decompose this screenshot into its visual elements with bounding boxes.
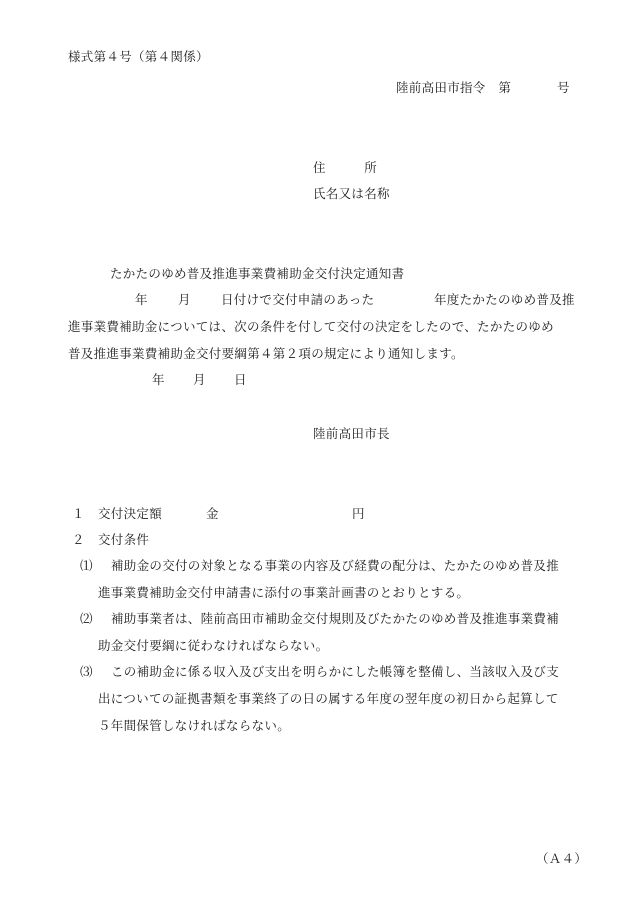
date-day: 日 xyxy=(234,372,247,387)
directive-number-suffix: 号 xyxy=(557,80,570,95)
condition-3-line-1: この補助金に係る収入及び支出を明らかにした帳簿を整備し、当該収入及び支 xyxy=(111,664,560,679)
date-year: 年 xyxy=(152,372,165,387)
paper-size-label: （Ａ４） xyxy=(536,851,588,866)
item-1-label: 交付決定額 xyxy=(98,506,163,521)
condition-2-number: ⑵ xyxy=(80,611,93,626)
condition-3-line-2: 出についての証拠書類を事業終了の日の属する年度の翌年度の初日から起算して xyxy=(98,691,559,706)
address-label: 住 所 xyxy=(313,160,378,175)
item-2-number: ２ xyxy=(72,532,85,547)
body-year: 年 xyxy=(135,292,148,307)
name-label: 氏名又は名称 xyxy=(313,186,390,201)
condition-2-line-2: 助金交付要綱に従わなければならない。 xyxy=(98,638,329,653)
form-label: 様式第４号（第４関係） xyxy=(68,49,209,64)
directive-number-prefix: 陸前高田市指令 第 xyxy=(396,80,512,95)
body-fiscal: 年度たかたのゆめ普及推 xyxy=(434,292,575,307)
condition-1-number: ⑴ xyxy=(80,558,93,573)
date-month: 月 xyxy=(193,372,206,387)
body-day-text: 日付けで交付申請のあった xyxy=(221,292,375,307)
document-title: たかたのゆめ普及推進事業費補助金交付決定通知書 xyxy=(110,266,405,281)
item-1-number: １ xyxy=(72,506,85,521)
condition-3-line-3: ５年間保管しなければならない。 xyxy=(98,718,291,733)
item-2-label: 交付条件 xyxy=(98,532,150,547)
condition-1-line-2: 進事業費補助金交付申請書に添付の事業計画書のとおりとする。 xyxy=(98,585,470,600)
item-1-currency-suffix: 円 xyxy=(352,506,365,521)
body-line-3: 普及推進事業費補助金交付要綱第４第２項の規定により通知します。 xyxy=(68,346,464,361)
body-line-2: 進事業費補助金については、次の条件を付して交付の決定をしたので、たかたのゆめ xyxy=(68,319,554,334)
condition-1-line-1: 補助金の交付の対象となる事業の内容及び経費の配分は、たかたのゆめ普及推 xyxy=(111,558,560,573)
condition-3-number: ⑶ xyxy=(80,664,93,679)
issuer: 陸前高田市長 xyxy=(313,426,390,441)
body-month: 月 xyxy=(178,292,191,307)
item-1-currency-prefix: 金 xyxy=(206,506,219,521)
condition-2-line-1: 補助事業者は、陸前高田市補助金交付規則及びたかたのゆめ普及推進事業費補 xyxy=(111,611,560,626)
